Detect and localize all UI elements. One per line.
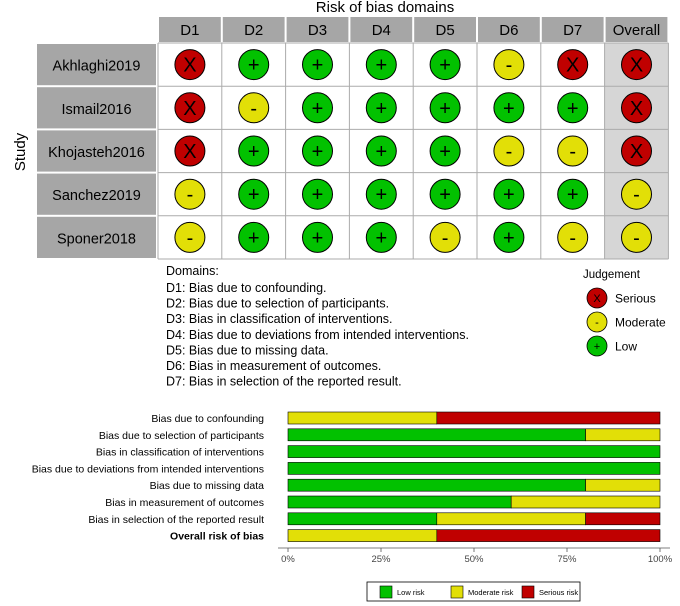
judgement-symbol: + (503, 227, 515, 250)
judgement-symbol: + (311, 184, 324, 207)
stacked-bars (288, 412, 660, 542)
domain-descriptions (166, 264, 469, 389)
category-label: Bias due to missing data (149, 480, 264, 493)
bar-segment-low-risk (288, 462, 660, 474)
x-tick-label: 50% (464, 554, 484, 565)
domain-description: D3: Bias in classification of interventions. (166, 312, 393, 327)
judgement-symbol: - (505, 141, 513, 163)
bar-segment-moderate-risk (288, 530, 437, 542)
judgement-symbol: + (311, 97, 324, 120)
study-label: Khojasteh2016 (48, 145, 145, 161)
bar-segment-low-risk (288, 479, 586, 491)
judgement-symbol: X (629, 141, 644, 163)
judgement-symbol: + (503, 184, 515, 207)
judgement-legend (583, 269, 666, 356)
judgement-symbol: - (186, 227, 194, 250)
column-header-d2: D2 (244, 22, 264, 39)
bar-legend-label: Moderate risk (468, 588, 514, 597)
judgement-symbol: - (633, 227, 640, 250)
category-label: Bias due to confounding (151, 413, 264, 425)
judgement-symbol: + (503, 97, 515, 120)
bar-segment-serious-risk (586, 513, 660, 525)
judgement-symbol: - (441, 227, 449, 250)
column-header-d3: D3 (307, 22, 328, 39)
study-rows (37, 44, 156, 258)
judgement-symbol: + (247, 227, 260, 250)
judgement-symbol: X (629, 97, 644, 120)
bar-legend-swatch (522, 586, 534, 598)
traffic-light-grid (158, 43, 668, 259)
judgement-symbol: - (505, 54, 513, 77)
x-tick-label: 25% (371, 554, 391, 565)
x-axis-ticks (281, 548, 673, 565)
legend-symbol: X (593, 293, 601, 305)
category-labels (32, 413, 264, 543)
domain-description: D5: Bias due to missing data. (166, 343, 329, 358)
study-label: Ismail2016 (61, 101, 132, 118)
judgement-symbol: + (375, 54, 388, 77)
x-tick-label: 75% (557, 554, 577, 565)
domain-list-title: Domains: (166, 264, 219, 278)
judgement-symbol: - (186, 184, 194, 207)
judgement-symbol: - (569, 141, 577, 163)
judgement-symbol: + (247, 141, 260, 163)
judgement-symbol: - (633, 184, 640, 207)
judgement-symbol: + (566, 184, 579, 207)
category-label: Bias in selection of the reported result (88, 513, 264, 526)
domain-description: D1: Bias due to confounding. (166, 281, 327, 295)
legend-low-label: Low (615, 339, 638, 354)
category-label: Bias due to deviations from intended interventions (31, 463, 264, 476)
judgement-symbol: + (311, 54, 324, 77)
bar-legend-label: Low risk (397, 588, 425, 597)
bar-chart-legend (367, 582, 580, 601)
column-header-d1: D1 (180, 22, 200, 39)
judgement-symbol: - (569, 227, 577, 250)
bar-legend-swatch (380, 586, 392, 598)
bar-segment-serious-risk (437, 530, 660, 542)
judgement-symbol: X (183, 97, 197, 120)
summary-bar-chart (32, 412, 673, 601)
judgement-symbol: + (375, 97, 388, 120)
study-axis-label: Study (12, 132, 29, 172)
domain-column-headers (159, 17, 667, 42)
x-tick-label: 100% (647, 554, 673, 565)
bar-segment-low-risk (288, 513, 437, 525)
bar-segment-moderate-risk (511, 496, 660, 508)
judgement-symbol: X (566, 54, 580, 77)
column-header-d4: D4 (371, 22, 391, 39)
judgement-symbol: + (247, 54, 260, 77)
judgement-symbol: + (311, 227, 324, 250)
category-label: Overall risk of bias (170, 530, 264, 543)
judgement-symbol: X (183, 141, 197, 163)
column-header-d5: D5 (435, 22, 455, 39)
judgement-legend-title: Judgement (583, 269, 640, 281)
judgement-symbol: + (439, 97, 451, 120)
judgement-symbol: + (375, 184, 388, 207)
bar-segment-moderate-risk (437, 513, 586, 525)
domain-description: D4: Bias due to deviations from intended interventions. (166, 327, 469, 342)
domain-description: D7: Bias in selection of the reported result. (166, 374, 402, 389)
bar-legend-label: Serious risk (539, 588, 579, 597)
judgement-symbol: + (439, 184, 451, 207)
bar-segment-low-risk (288, 429, 586, 441)
traffic-light-plot (12, 0, 668, 259)
x-tick-label: 0% (281, 554, 295, 565)
column-header-d7: D7 (563, 22, 583, 39)
column-header-overall: Overall (612, 22, 661, 39)
legend-symbol: - (595, 317, 599, 329)
study-label: Sponer2018 (56, 231, 137, 248)
judgement-symbol: + (311, 141, 324, 163)
bar-segment-moderate-risk (288, 412, 437, 424)
judgement-symbol: X (183, 54, 197, 77)
judgement-symbol: + (247, 184, 260, 207)
judgement-symbol: + (375, 227, 388, 250)
category-label: Bias due to selection of participants (98, 429, 264, 442)
category-label: Bias in measurement of outcomes (105, 497, 264, 509)
category-label: Bias in classification of interventions (95, 446, 264, 459)
domain-description: D6: Bias in measurement of outcomes. (166, 359, 382, 373)
judgement-symbol: + (566, 97, 579, 120)
judgement-symbol: + (439, 54, 451, 77)
judgement-symbol: X (629, 54, 644, 77)
legend-moderate-label: Moderate (615, 315, 666, 330)
judgement-symbol: + (439, 141, 451, 163)
bar-segment-low-risk (288, 446, 660, 458)
legend-serious-label: Serious (615, 291, 656, 306)
domains-title: Risk of bias domains (315, 0, 455, 16)
study-label: Sanchez2019 (52, 188, 141, 205)
column-header-d6: D6 (499, 22, 519, 39)
legend-symbol: + (593, 341, 601, 353)
bar-segment-moderate-risk (586, 429, 660, 441)
bar-legend-swatch (451, 586, 463, 598)
study-label: Akhlaghi2019 (52, 58, 141, 75)
bar-segment-moderate-risk (586, 479, 660, 491)
bar-segment-low-risk (288, 496, 511, 508)
domain-description: D2: Bias due to selection of participants. (166, 296, 390, 311)
bar-segment-serious-risk (437, 412, 660, 424)
judgement-symbol: - (250, 97, 258, 120)
judgement-symbol: + (375, 141, 388, 163)
